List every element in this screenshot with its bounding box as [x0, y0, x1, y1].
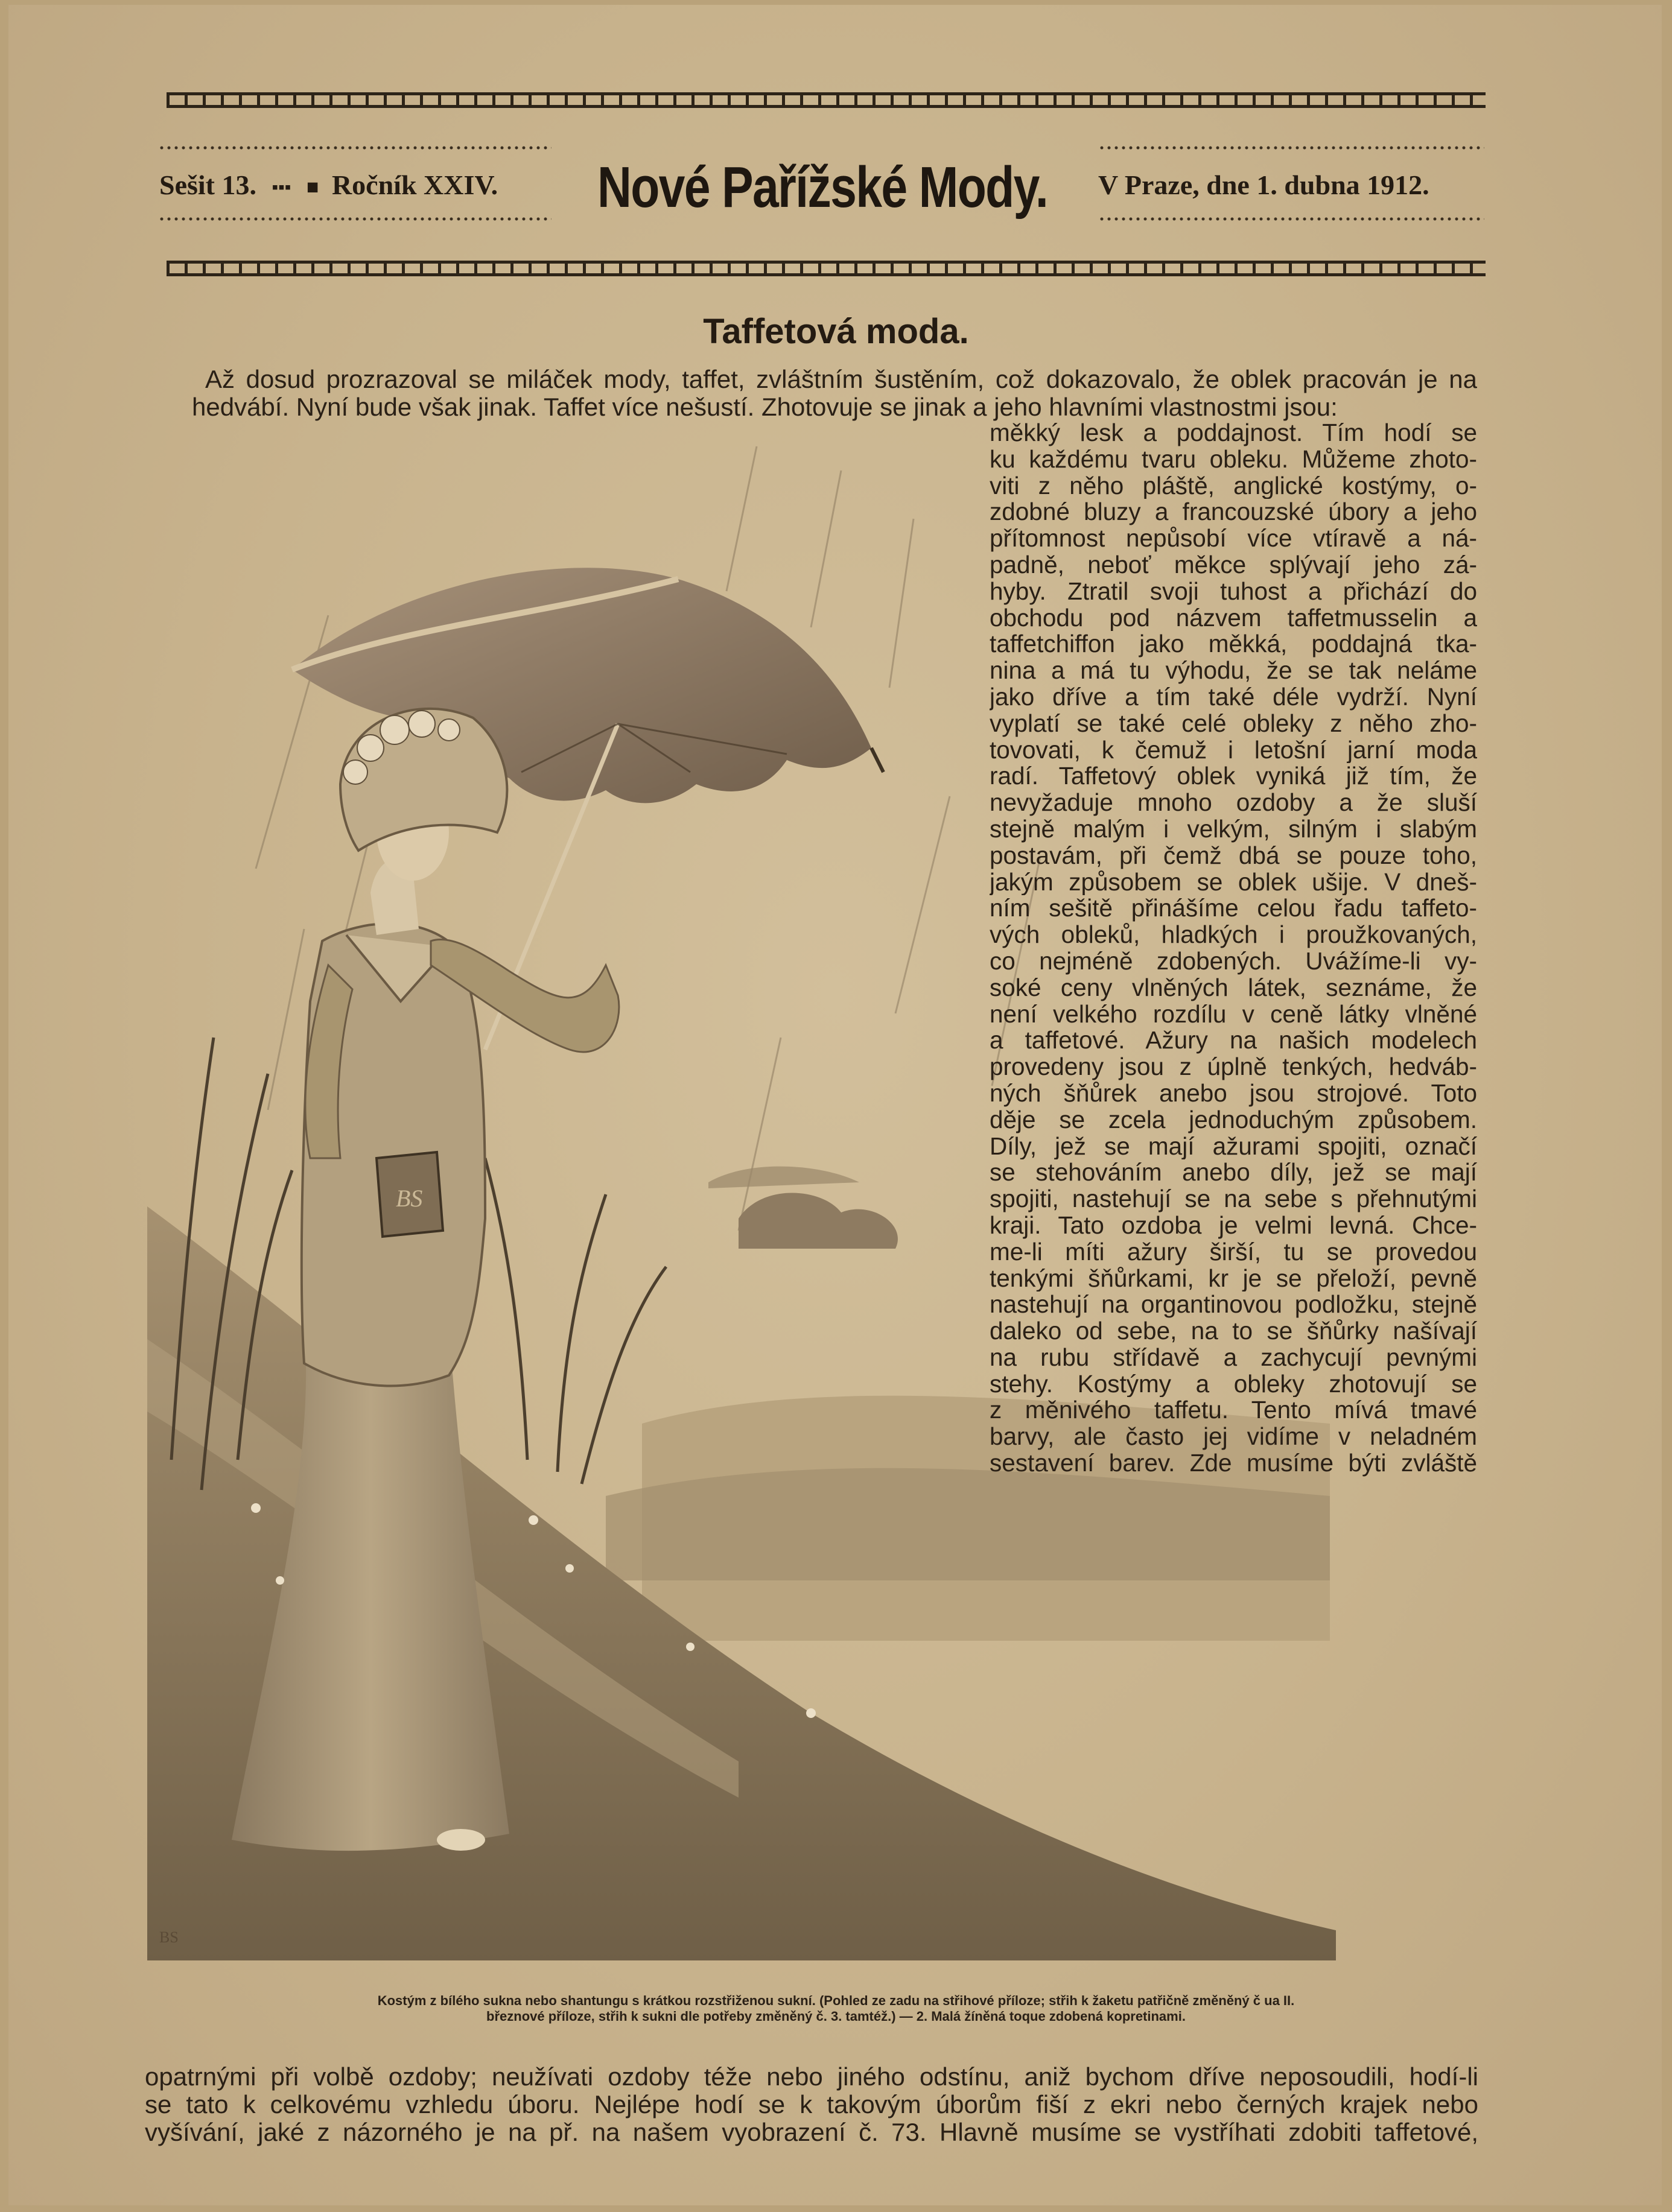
- column-line: daleko od sebe, na to se šňůrky našívají: [990, 1318, 1477, 1345]
- column-line: nastehují na organtinovou podložku, stejně: [990, 1291, 1477, 1319]
- column-line: ku každému tvaru obleku. Můžeme zhoto-: [990, 446, 1477, 473]
- separator-marks: ▪▪▪: [272, 177, 291, 198]
- column-line: zdobné bluzy a francouzské úbory a jeho: [990, 499, 1477, 526]
- column-line: stejně malým i velkým, silným i slabým: [990, 816, 1477, 843]
- column-line: jako dříve a tím také déle vydrží. Nyní: [990, 683, 1477, 711]
- column-line: barvy, ale často jej vidíme v neladném: [990, 1424, 1477, 1451]
- bag-monogram: BS: [396, 1185, 423, 1212]
- column-line: taffetchiffon jako měkká, poddajná tka-: [990, 631, 1477, 658]
- column-line: měkký lesk a poddajnost. Tím hodí se: [990, 420, 1477, 446]
- column-line: jakým způsobem se oblek ušije. V dneš-: [990, 869, 1477, 896]
- column-line: ním sešitě přinášíme celou řadu taffeto-: [990, 895, 1477, 922]
- continuation-line: se tato k celkovému vzhledu úboru. Nejlépe hodí se k takovým úborům fiší z ekri nebo černých krajek nebo: [145, 2090, 1478, 2119]
- volume-number: Ročník XXIV.: [331, 170, 498, 200]
- column-line: Díly, jež se mají ažurami spojiti, označí: [990, 1133, 1477, 1160]
- column-line: hyby. Ztratil svoji tuhost a přichází do: [990, 578, 1477, 605]
- column-line: tenkými šňůrkami, kr je se přeloží, pevně: [990, 1265, 1477, 1292]
- article-intro: Až dosud prozrazoval se miláček mody, taffet, zvláštním šustěním, což dokazovalo, že oblek pracován je na hedvábí. Nyní bude však jinak. Taffet více nešustí. Zhotovuje se jinak a jeho hlavními vlastnostmi jsou:: [192, 365, 1477, 421]
- column-line: provedeny jsou z úplně tenkých, hedváb-: [990, 1054, 1477, 1080]
- dotted-rule: [1098, 217, 1484, 221]
- storm-cloud: [739, 1193, 898, 1249]
- column-line: není velkého rozdílu v ceně látky vlněné: [990, 1001, 1477, 1028]
- issue-number: Sešit 13.: [159, 170, 256, 200]
- column-line: přítomnost nepůsobí více vtíravě a ná-: [990, 525, 1477, 552]
- column-line: radí. Taffetový oblek vyniká již tím, že: [990, 763, 1477, 790]
- continuation-line: opatrnými při volbě ozdoby; neužívati ozdoby téže nebo jiného odstínu, aniž bychom dříve neposoudili, hodí-li: [145, 2062, 1478, 2091]
- dateline: V Praze, dne 1. dubna 1912.: [1098, 170, 1429, 200]
- column-line: stehy. Kostýmy a obleky zhotovují se: [990, 1371, 1477, 1398]
- separator-square: ■: [306, 176, 319, 199]
- dotted-rule: [158, 217, 552, 221]
- column-line: co nejméně zdobených. Uvážíme-li vy-: [990, 948, 1477, 975]
- column-line: obchodu pod názvem taffetmusselin a: [990, 604, 1477, 632]
- column-line: a taffetové. Ažury na našich modelech: [990, 1027, 1477, 1054]
- masthead-title: Nové Pařížské Mody.: [597, 155, 1048, 220]
- column-line: viti z něho pláště, anglické kostýmy, o-: [990, 472, 1477, 499]
- column-line: z měnivého taffetu. Tento mívá tmavé: [990, 1397, 1477, 1424]
- column-line: spojiti, nastehují se na sebe s přehnutými: [990, 1186, 1477, 1212]
- caption-line: březnové příloze, střih k sukni dle potřeby změněný č. 3. tamtéž.) — 2. Malá žíněná toque zdobená kopretinami.: [486, 2009, 1186, 2024]
- column-line: tovovati, k čemuž i letošní jarní moda: [990, 737, 1477, 764]
- column-line: vyplatí se také celé obleky z něho zho-: [990, 710, 1477, 737]
- column-line: me-li míti ažury širší, tu se provedou: [990, 1238, 1477, 1266]
- column-line: ných šňůrek anebo jsou strojové. Toto: [990, 1080, 1477, 1107]
- article-column: [990, 420, 1477, 1477]
- column-line: kraji. Tato ozdoba je velmi levná. Chce-: [990, 1212, 1477, 1239]
- issue-info: [159, 169, 498, 201]
- article-title: Taffetová moda.: [703, 312, 969, 351]
- top-decorative-border: [167, 92, 1486, 108]
- article-continuation: [145, 2063, 1478, 2146]
- artist-signature: BS: [159, 1928, 179, 1946]
- column-line: padně, neboť měkce splývají jeho zá-: [990, 551, 1477, 578]
- column-line: děje se zcela jednoduchým způsobem.: [990, 1106, 1477, 1133]
- column-line: se stehováním anebo díly, jež se mají: [990, 1159, 1477, 1187]
- column-line: sestavení barev. Zde musíme býti zvláště: [990, 1450, 1477, 1477]
- dotted-rule: [158, 146, 552, 150]
- column-line: soké ceny vlněných látek, seznáme, že: [990, 974, 1477, 1001]
- caption-line: Kostým z bílého sukna nebo shantungu s krátkou rozstřiženou sukní. (Pohled ze zadu na střihové příloze; střih k žaketu patřičně změněný č ua II.: [377, 1993, 1295, 2008]
- header-bottom-border: [167, 261, 1486, 276]
- figure-caption: [0, 1993, 1672, 2024]
- continuation-line: vyšívání, jaké z názorného je na př. na našem vyobrazení č. 73. Hlavně musíme se vystříhati zdobiti taffetové,: [145, 2118, 1478, 2146]
- column-line: nevyžaduje mnoho ozdoby a že sluší: [990, 790, 1477, 816]
- column-line: postavám, při čemž dbá se pouze toho,: [990, 842, 1477, 869]
- column-line: nina a má tu výhodu, že se tak nelámе: [990, 658, 1477, 684]
- column-line: na rubu střídavě a zachycují pevnými: [990, 1344, 1477, 1371]
- column-line: vých obleků, hladkých i proužkovaných,: [990, 922, 1477, 948]
- cloud-band: [708, 1167, 859, 1188]
- dotted-rule: [1098, 146, 1484, 150]
